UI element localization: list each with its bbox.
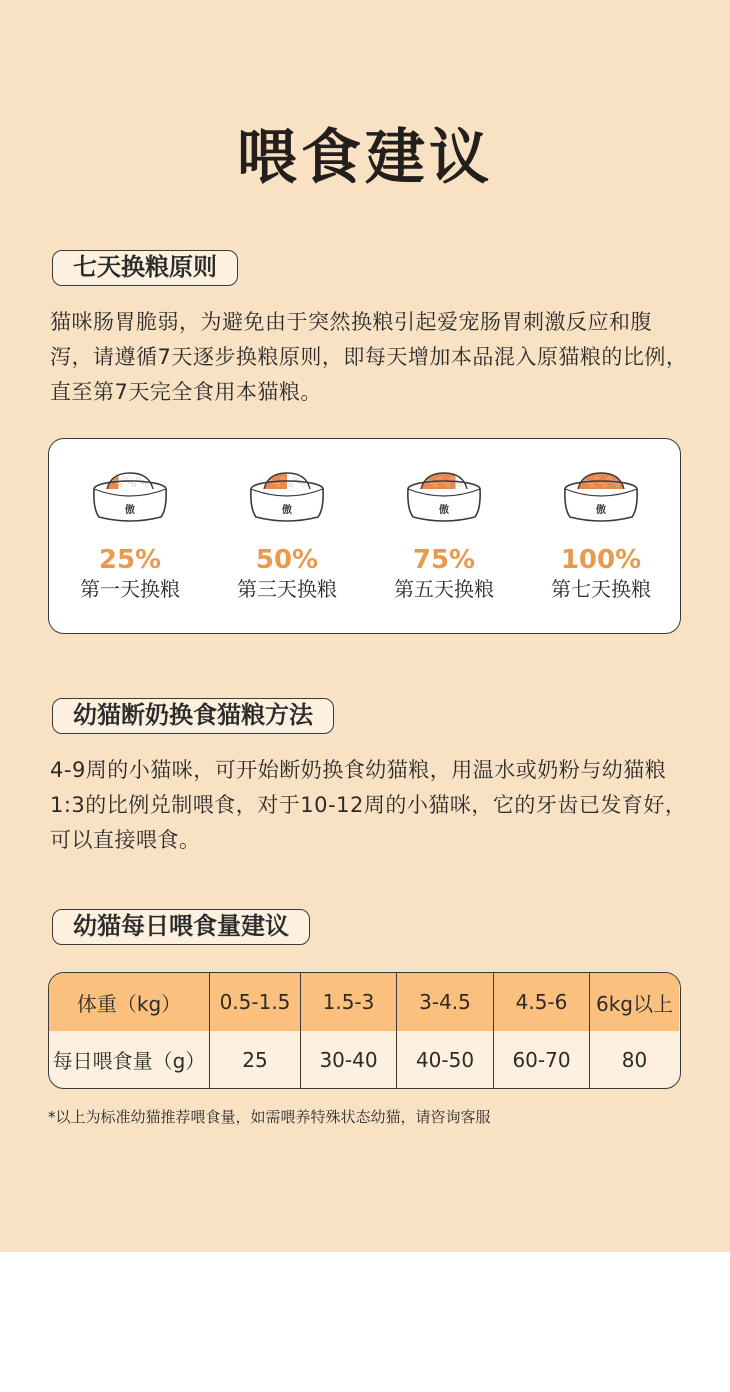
step-day-label: 第五天换粮 [394,577,494,601]
food-bowl-icon [403,469,485,529]
table-header-cell: 3-4.5 [397,973,494,1031]
footnote: *以上为标准幼猫推荐喂食量，如需喂养特殊状态幼猫，请咨询客服 [48,1108,491,1126]
step-day-label: 第一天换粮 [80,577,180,601]
bowl-mark: 傲 [125,505,135,516]
feeding-amount-table [48,972,681,1089]
table-cell: 60-70 [494,1031,590,1088]
step-day-label: 第七天换粮 [551,577,651,601]
step-percent: 25% [98,545,162,575]
step-percent: 50% [255,545,319,575]
page-title: 喂食建议 [237,123,493,193]
table-cell: 30-40 [301,1031,397,1088]
table-header-cell: 0.5-1.5 [210,973,301,1031]
seven-day-description: 猫咪肠胃脆弱，为避免由于突然换粮引起爱宠肠胃刺激反应和腹泻，请遵循7天逐步换粮原则，即每天增加本品混入原猫粮的比例，直至第7天完全食用本猫粮。 [50,310,688,404]
section-tag-seven-day: 七天换粮原则 [52,250,238,286]
table-cell: 25 [210,1031,301,1088]
table-header-cell: 体重（kg） [49,973,210,1031]
bowl-step-1 [51,439,209,635]
section-tag-weaning: 幼猫断奶换食猫粮方法 [52,698,334,734]
table-header-row [49,973,679,1031]
table-header-cell: 4.5-6 [494,973,590,1031]
table-header-cell: 6kg以上 [595,991,673,1016]
table-cell: 40-50 [397,1031,494,1088]
table-header-cell: 1.5-3 [301,973,397,1031]
table-cell: 每日喂食量（g） [49,1031,210,1088]
bowl-mark: 傲 [282,505,292,516]
food-bowl-icon [89,469,171,529]
table-cell: 80 [621,1047,648,1072]
food-bowl-icon [560,469,642,529]
bowl-step-2 [208,439,366,635]
step-day-label: 第三天换粮 [237,577,337,601]
weaning-description: 4-9周的小猫咪，可开始断奶换食幼猫粮，用温水或奶粉与幼猫粮1:3的比例兑制喂食，对于10-12周的小猫咪，它的牙齿已发育好，可以直接喂食。 [50,758,687,852]
section-tag-daily-amount: 幼猫每日喂食量建议 [52,909,310,945]
bowl-mark: 傲 [596,505,606,516]
step-percent: 75% [412,545,476,575]
food-bowl-icon [246,469,328,529]
bowl-step-4 [522,439,680,635]
table-row [49,1031,679,1088]
bowl-step-3 [365,439,523,635]
step-percent: 100% [560,545,642,575]
bowl-mark: 傲 [439,505,449,516]
bowl-steps-card [48,438,681,634]
